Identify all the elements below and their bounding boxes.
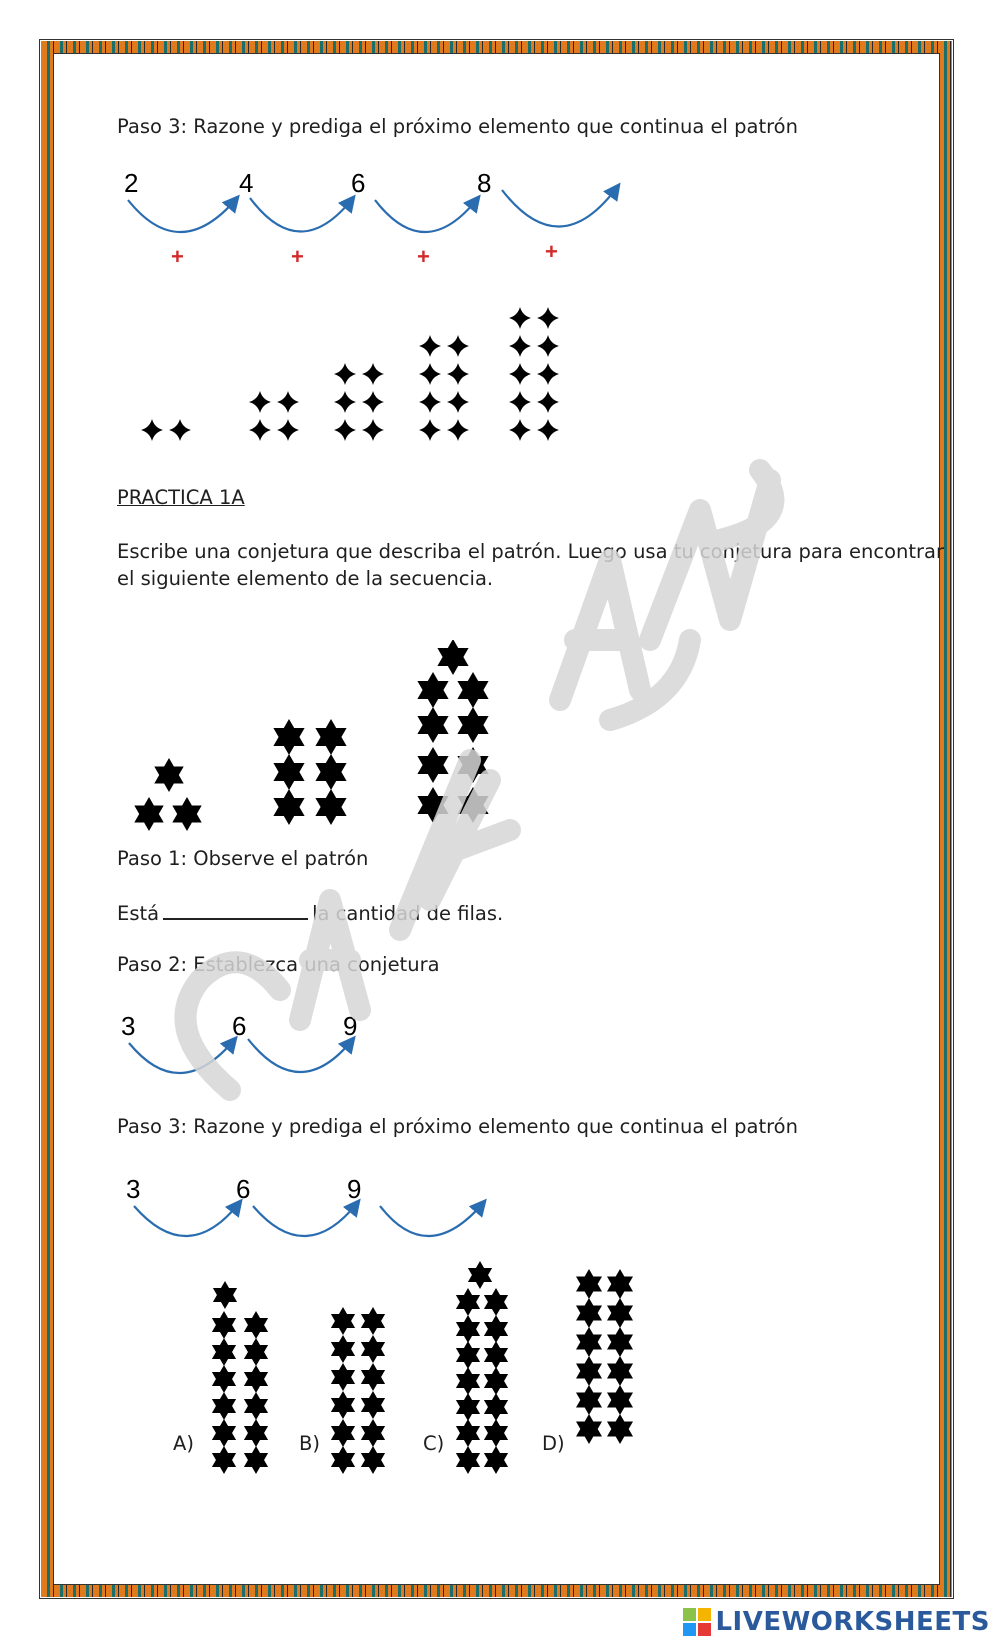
- answer-blank[interactable]: [163, 898, 308, 920]
- star-icon: [457, 787, 488, 823]
- sequence-arc: [502, 186, 618, 227]
- star-icon: [456, 1446, 480, 1474]
- seq-number: 9: [347, 1174, 362, 1204]
- star-icon: [607, 1385, 633, 1415]
- star-icon: [417, 747, 448, 783]
- star-icon: [361, 1335, 385, 1363]
- seq-number: 3: [121, 1011, 136, 1041]
- star-icon: [457, 707, 488, 743]
- star-icon: [417, 672, 448, 708]
- star-icon: [213, 1281, 237, 1309]
- sparkle-icon: [334, 419, 356, 441]
- sparkle-icon: [537, 307, 559, 329]
- seq-number: 6: [232, 1011, 247, 1041]
- star-icon: [576, 1298, 602, 1328]
- star-icon: [154, 758, 183, 792]
- star-icon: [457, 672, 488, 708]
- star-icon: [576, 1327, 602, 1357]
- plus-sign: +: [545, 239, 558, 264]
- step2-heading: Paso 2: Establezca una conjetura: [117, 953, 440, 976]
- seq-number: 8: [477, 168, 492, 198]
- top-sequence-diagram: [110, 160, 650, 280]
- sparkle-icon: [447, 391, 469, 413]
- seq-number: 3: [126, 1174, 141, 1204]
- star-icon: [468, 1261, 492, 1289]
- sparkle-icon: [447, 419, 469, 441]
- star-icon: [331, 1363, 355, 1391]
- star-icon: [212, 1311, 236, 1339]
- star-icon: [273, 789, 304, 825]
- sparkle-icon: [509, 307, 531, 329]
- star-icon: [361, 1446, 385, 1474]
- sparkle-icon: [509, 419, 531, 441]
- star-icon: [244, 1392, 268, 1420]
- seq-number: 4: [239, 168, 254, 198]
- option-b-label[interactable]: B): [299, 1432, 320, 1455]
- esta-sentence: [117, 898, 503, 928]
- sequence-arc: [129, 1039, 235, 1073]
- instructions-line-2: el siguiente elemento de la secuencia.: [117, 567, 494, 590]
- star-icon: [456, 1341, 480, 1369]
- star-icon: [315, 719, 346, 755]
- star-icon: [607, 1269, 633, 1299]
- sparkle-icon: [537, 419, 559, 441]
- liveworksheets-logo: [683, 1606, 990, 1638]
- sparkle-icon: [537, 391, 559, 413]
- sparkle-icon: [362, 391, 384, 413]
- sparkle-icon: [509, 335, 531, 357]
- star-icon: [576, 1414, 602, 1444]
- sparkle-icon: [419, 363, 441, 385]
- seq-number: 6: [236, 1174, 251, 1204]
- star-icon: [212, 1392, 236, 1420]
- seq-number: 9: [343, 1011, 358, 1041]
- sequence-arc: [134, 1202, 240, 1236]
- step3-top-heading: Paso 3: Razone y prediga el próximo elemento que continua el patrón: [117, 115, 798, 138]
- plus-sign: +: [171, 244, 184, 269]
- star-icon: [331, 1391, 355, 1419]
- option-a-label[interactable]: A): [173, 1432, 194, 1455]
- sparkle-icon: [447, 363, 469, 385]
- star-icon: [576, 1356, 602, 1386]
- star-icon: [607, 1356, 633, 1386]
- star-icon: [607, 1298, 633, 1328]
- star-icon: [315, 789, 346, 825]
- star-icon: [484, 1393, 508, 1421]
- step1-heading: Paso 1: Observe el patrón: [117, 847, 369, 870]
- brand-text: LIVEWORKSHEETS: [715, 1607, 990, 1637]
- sequence-arc: [248, 1039, 353, 1072]
- star-icon: [212, 1338, 236, 1366]
- star-icon: [456, 1367, 480, 1395]
- star-icon: [331, 1307, 355, 1335]
- star-icon: [457, 747, 488, 783]
- seq-number: 6: [351, 168, 366, 198]
- star-icon: [607, 1327, 633, 1357]
- sparkle-icon: [334, 391, 356, 413]
- star-icon: [244, 1446, 268, 1474]
- sparkle-icon: [362, 419, 384, 441]
- star-pattern-figures: [125, 640, 525, 855]
- star-icon: [484, 1288, 508, 1316]
- sparkle-icon: [277, 419, 299, 441]
- step3-sequence-diagram: [118, 1168, 518, 1248]
- star-icon: [273, 754, 304, 790]
- star-icon: [315, 754, 346, 790]
- sparkle-icon: [419, 391, 441, 413]
- practice-title: PRACTICA 1A: [117, 486, 245, 509]
- sparkle-icon: [509, 391, 531, 413]
- star-icon: [134, 797, 163, 831]
- star-icon: [456, 1393, 480, 1421]
- seq-number: 2: [124, 168, 139, 198]
- star-icon: [456, 1315, 480, 1343]
- star-icon: [456, 1419, 480, 1447]
- star-icon: [456, 1288, 480, 1316]
- star-icon: [244, 1419, 268, 1447]
- star-icon: [361, 1419, 385, 1447]
- star-icon: [417, 787, 448, 823]
- star-icon: [484, 1315, 508, 1343]
- sparkle-icon: [169, 419, 191, 441]
- sequence-arc: [253, 1202, 358, 1236]
- star-icon: [331, 1419, 355, 1447]
- option-d-label[interactable]: D): [542, 1432, 565, 1455]
- step2-sequence-diagram: [115, 1005, 385, 1080]
- star-icon: [212, 1365, 236, 1393]
- sparkle-icon: [509, 363, 531, 385]
- sparkle-icon: [419, 419, 441, 441]
- star-icon: [576, 1385, 602, 1415]
- star-icon: [576, 1269, 602, 1299]
- star-icon: [172, 797, 201, 831]
- sparkle-icon: [249, 419, 271, 441]
- star-icon: [361, 1391, 385, 1419]
- esta-suffix: la cantidad de filas.: [312, 902, 504, 925]
- plus-sign: +: [291, 244, 304, 269]
- star-icon: [244, 1311, 268, 1339]
- sequence-arc: [375, 198, 478, 232]
- sparkle-icon: [362, 363, 384, 385]
- star-icon: [331, 1335, 355, 1363]
- logo-mark-icon: [683, 1608, 711, 1636]
- sparkle-icon: [537, 335, 559, 357]
- sparkle-icon: [141, 419, 163, 441]
- star-icon: [361, 1307, 385, 1335]
- star-icon: [273, 719, 304, 755]
- star-icon: [484, 1446, 508, 1474]
- esta-prefix: Está: [117, 902, 160, 925]
- star-icon: [244, 1338, 268, 1366]
- sequence-arc: [128, 198, 237, 232]
- star-icon: [484, 1341, 508, 1369]
- answer-option-figures: [200, 1255, 680, 1510]
- star-icon: [361, 1363, 385, 1391]
- sequence-arc: [380, 1202, 484, 1236]
- star-icon: [484, 1367, 508, 1395]
- sparkle-icon: [334, 363, 356, 385]
- plus-sign: +: [417, 244, 430, 269]
- sparkle-icon: [447, 335, 469, 357]
- star-icon: [212, 1419, 236, 1447]
- sparkle-icon: [249, 391, 271, 413]
- sparkle-pattern-figures: [130, 285, 590, 460]
- star-icon: [437, 640, 468, 675]
- star-icon: [607, 1414, 633, 1444]
- sparkle-icon: [277, 391, 299, 413]
- star-icon: [417, 707, 448, 743]
- instructions-line-1: Escribe una conjetura que describa el patrón. Luego usa tu conjetura para encontrar: [117, 540, 945, 563]
- sparkle-icon: [419, 335, 441, 357]
- sparkle-icon: [537, 363, 559, 385]
- star-icon: [212, 1446, 236, 1474]
- option-c-label[interactable]: C): [423, 1432, 445, 1455]
- sequence-arc: [250, 198, 353, 232]
- star-icon: [484, 1419, 508, 1447]
- star-icon: [331, 1446, 355, 1474]
- step3-bottom-heading: Paso 3: Razone y prediga el próximo elemento que continua el patrón: [117, 1115, 798, 1138]
- star-icon: [244, 1365, 268, 1393]
